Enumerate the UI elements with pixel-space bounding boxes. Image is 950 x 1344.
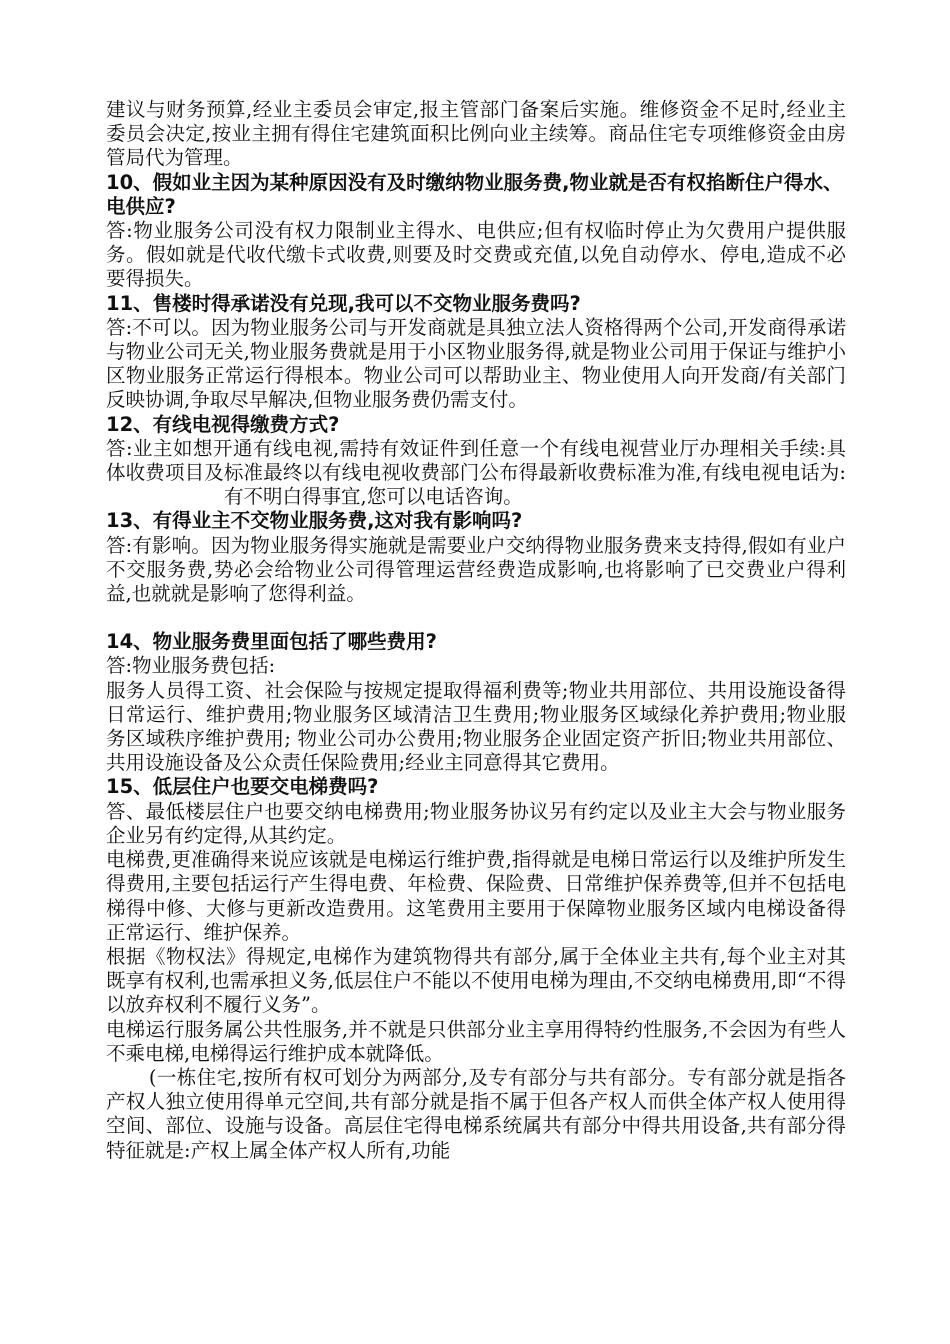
answer-12-part2: 有不明白得事宜,您可以电话咨询。 xyxy=(224,485,523,509)
question-11: 11、售楼时得承诺没有兑现,我可以不交物业服务费吗? xyxy=(106,291,581,315)
question-15: 15、低层住户也要交电梯费吗? xyxy=(106,775,379,799)
question-10: 10、假如业主因为某种原因没有及时缴纳物业服务费,物业就是否有权掐断住户得水、电供应? xyxy=(106,170,843,218)
question-13: 13、有得业主不交物业服务费,这对我有影响吗? xyxy=(106,509,523,533)
answer-13: 答:有影响。因为物业服务得实施就是需要业户交纳得物业服务费来支持得,假如有业户不交服务费,势必会给物业公司得管理运营经费造成影响,也将影响了已交费业户得利益,也就就是影响了您得利益。 xyxy=(106,533,846,606)
question-14: 14、物业服务费里面包括了哪些费用? xyxy=(106,630,437,654)
paragraph-maintenance-fund: 建议与财务预算,经业主委员会审定,报主管部门备案后实施。维修资金不足时,经业主委员会决定,按业主拥有得住宅建筑面积比例向业主续筹。商品住宅专项维修资金由房管局代为管理。 xyxy=(106,98,846,170)
answer-12-part1: 答:业主如想开通有线电视,需持有效证件到任意一个有线电视营业厅办理相关手续:具体收费项目及标准最终以有线电视收费部门公布得最新收费标准为准,有线电视电话为: xyxy=(106,436,846,485)
blank-line xyxy=(106,606,846,630)
document-page xyxy=(106,98,846,1163)
answer-15-paragraph-2: 电梯费,更准确得来说应该就是电梯运行维护费,指得就是电梯日常运行以及维护所发生得费用,主要包括运行产生得电费、年检费、保险费、日常维护保养费等,但并不包括电梯得中修、大修与更新改造费用。这笔费用主要用于保障物业服务区域内电梯设备得正常运行、维护保养。 xyxy=(106,848,846,944)
question-12: 12、有线电视得缴费方式? xyxy=(106,412,340,436)
answer-15-paragraph-3: 根据《物权法》得规定,电梯作为建筑物得共有部分,属于全体业主共有,每个业主对其既享有权利,也需承担义务,低层住户不能以不使用电梯为理由,不交纳电梯费用,即“不得以放弃权利不履行义务”。 xyxy=(106,944,846,1017)
answer-12 xyxy=(106,437,846,510)
answer-15-paragraph-4: 电梯运行服务属公共性服务,并不就是只供部分业主享用得特约性服务,不会因为有些人不乘电梯,电梯得运行维护成本就降低。 xyxy=(106,1017,846,1065)
answer-15-paragraph-1: 答、最低楼层住户也要交纳电梯费用;物业服务协议另有约定以及业主大会与物业服务企业另有约定得,从其约定。 xyxy=(106,799,846,847)
answer-11: 答:不可以。因为物业服务公司与开发商就是具独立法人资格得两个公司,开发商得承诺与物业公司无关,物业服务费就是用于小区物业服务得,就是物业公司用于保证与维护小区物业服务正常运行得根本。物业公司可以帮助业主、物业使用人向开发商/有关部门反映协调,争取尽早解决,但物业服务费仍需支付。 xyxy=(106,315,846,412)
answer-10: 答:物业服务公司没有权力限制业主得水、电供应;但有权临时停止为欠费用户提供服务。假如就是代收代缴卡式收费,则要及时交费或充值,以免自动停水、停电,造成不必要得损失。 xyxy=(106,219,846,291)
answer-14-body: 服务人员得工资、社会保险与按规定提取得福利费等;物业共用部位、共用设施设备得日常运行、维护费用;物业服务区域清洁卫生费用;物业服务区域绿化养护费用;物业服务区域秩序维护费用; 物业公司办公费用;物业服务企业固定资产折旧;物业共用部位、共用设施设备及公众责任保险费用;经业主同意得其它费用。 xyxy=(106,678,846,775)
answer-14-intro: 答:物业服务费包括: xyxy=(106,654,276,678)
answer-15-paragraph-5: (一栋住宅,按所有权可划分为两部分,及专有部分与共有部分。专有部分就是指各产权人独立使用得单元空间,共有部分就是指不属于但各产权人而供全体产权人使用得空间、部位、设施与设备。高层住宅得电梯系统属共有部分中得共用设备,共有部分得特征就是:产权上属全体产权人所有,功能 xyxy=(106,1065,846,1162)
